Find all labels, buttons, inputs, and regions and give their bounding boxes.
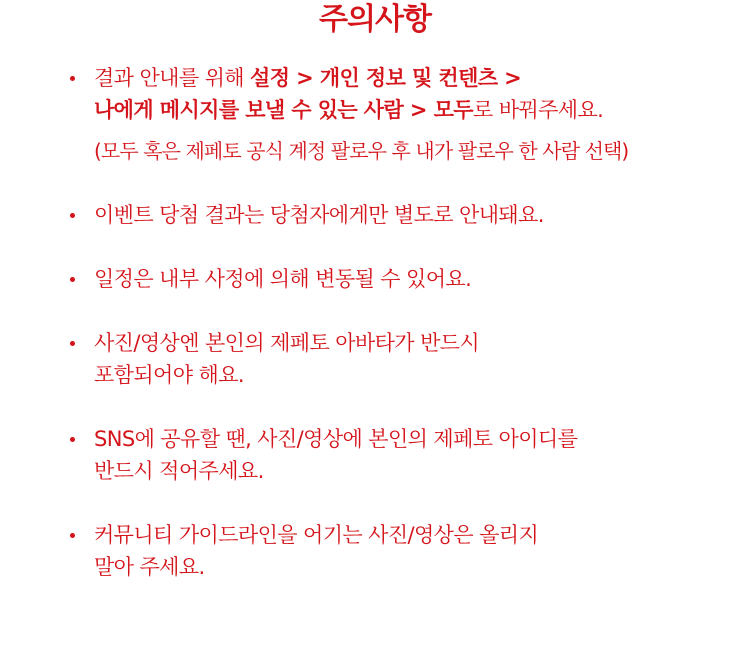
bullet-icon xyxy=(70,76,75,81)
notice-item-avatar-required xyxy=(0,327,750,391)
notice-text: 포함되어야 해요. xyxy=(94,363,244,387)
notice-item-community-guideline xyxy=(0,519,750,583)
notice-text: 로 바꿔주세요. xyxy=(472,98,604,122)
notice-text: 결과 안내를 위해 xyxy=(94,66,251,90)
bullet-icon xyxy=(70,533,75,538)
notice-line xyxy=(94,62,730,94)
settings-path-text: 설정 > 개인 정보 및 컨텐츠 > xyxy=(250,66,522,90)
notice-text: 사진/영상엔 본인의 제페토 아바타가 반드시 xyxy=(94,331,480,355)
notice-subnote: (모두 혹은 제페토 공식 계정 팔로우 후 내가 팔로우 한 사람 선택) xyxy=(94,139,629,163)
notice-text: 반드시 적어주세요. xyxy=(94,459,264,483)
notice-item-result-guide xyxy=(0,62,750,167)
page-title: 주의사항 xyxy=(319,2,431,37)
notice-text: 일정은 내부 사정에 의해 변동될 수 있어요. xyxy=(94,267,472,291)
bullet-icon xyxy=(70,341,75,346)
notice-item-winner-notice xyxy=(0,199,750,231)
settings-path-text: 나에게 메시지를 보낼 수 있는 사람 > 모두 xyxy=(94,98,473,122)
notice-list xyxy=(0,62,750,615)
notice-text: SNS에 공유할 땐, 사진/영상에 본인의 제페토 아이디를 xyxy=(94,427,578,451)
bullet-icon xyxy=(70,437,75,442)
bullet-icon xyxy=(70,277,75,282)
notice-item-schedule-change xyxy=(0,263,750,295)
notice-text: 커뮤니티 가이드라인을 어기는 사진/영상은 올리지 xyxy=(94,523,539,547)
notice-text: 이벤트 당첨 결과는 당첨자에게만 별도로 안내돼요. xyxy=(94,203,544,227)
bullet-icon xyxy=(70,213,75,218)
notice-text: 말아 주세요. xyxy=(94,555,205,579)
notice-line xyxy=(94,94,730,126)
notice-item-sns-id xyxy=(0,423,750,487)
